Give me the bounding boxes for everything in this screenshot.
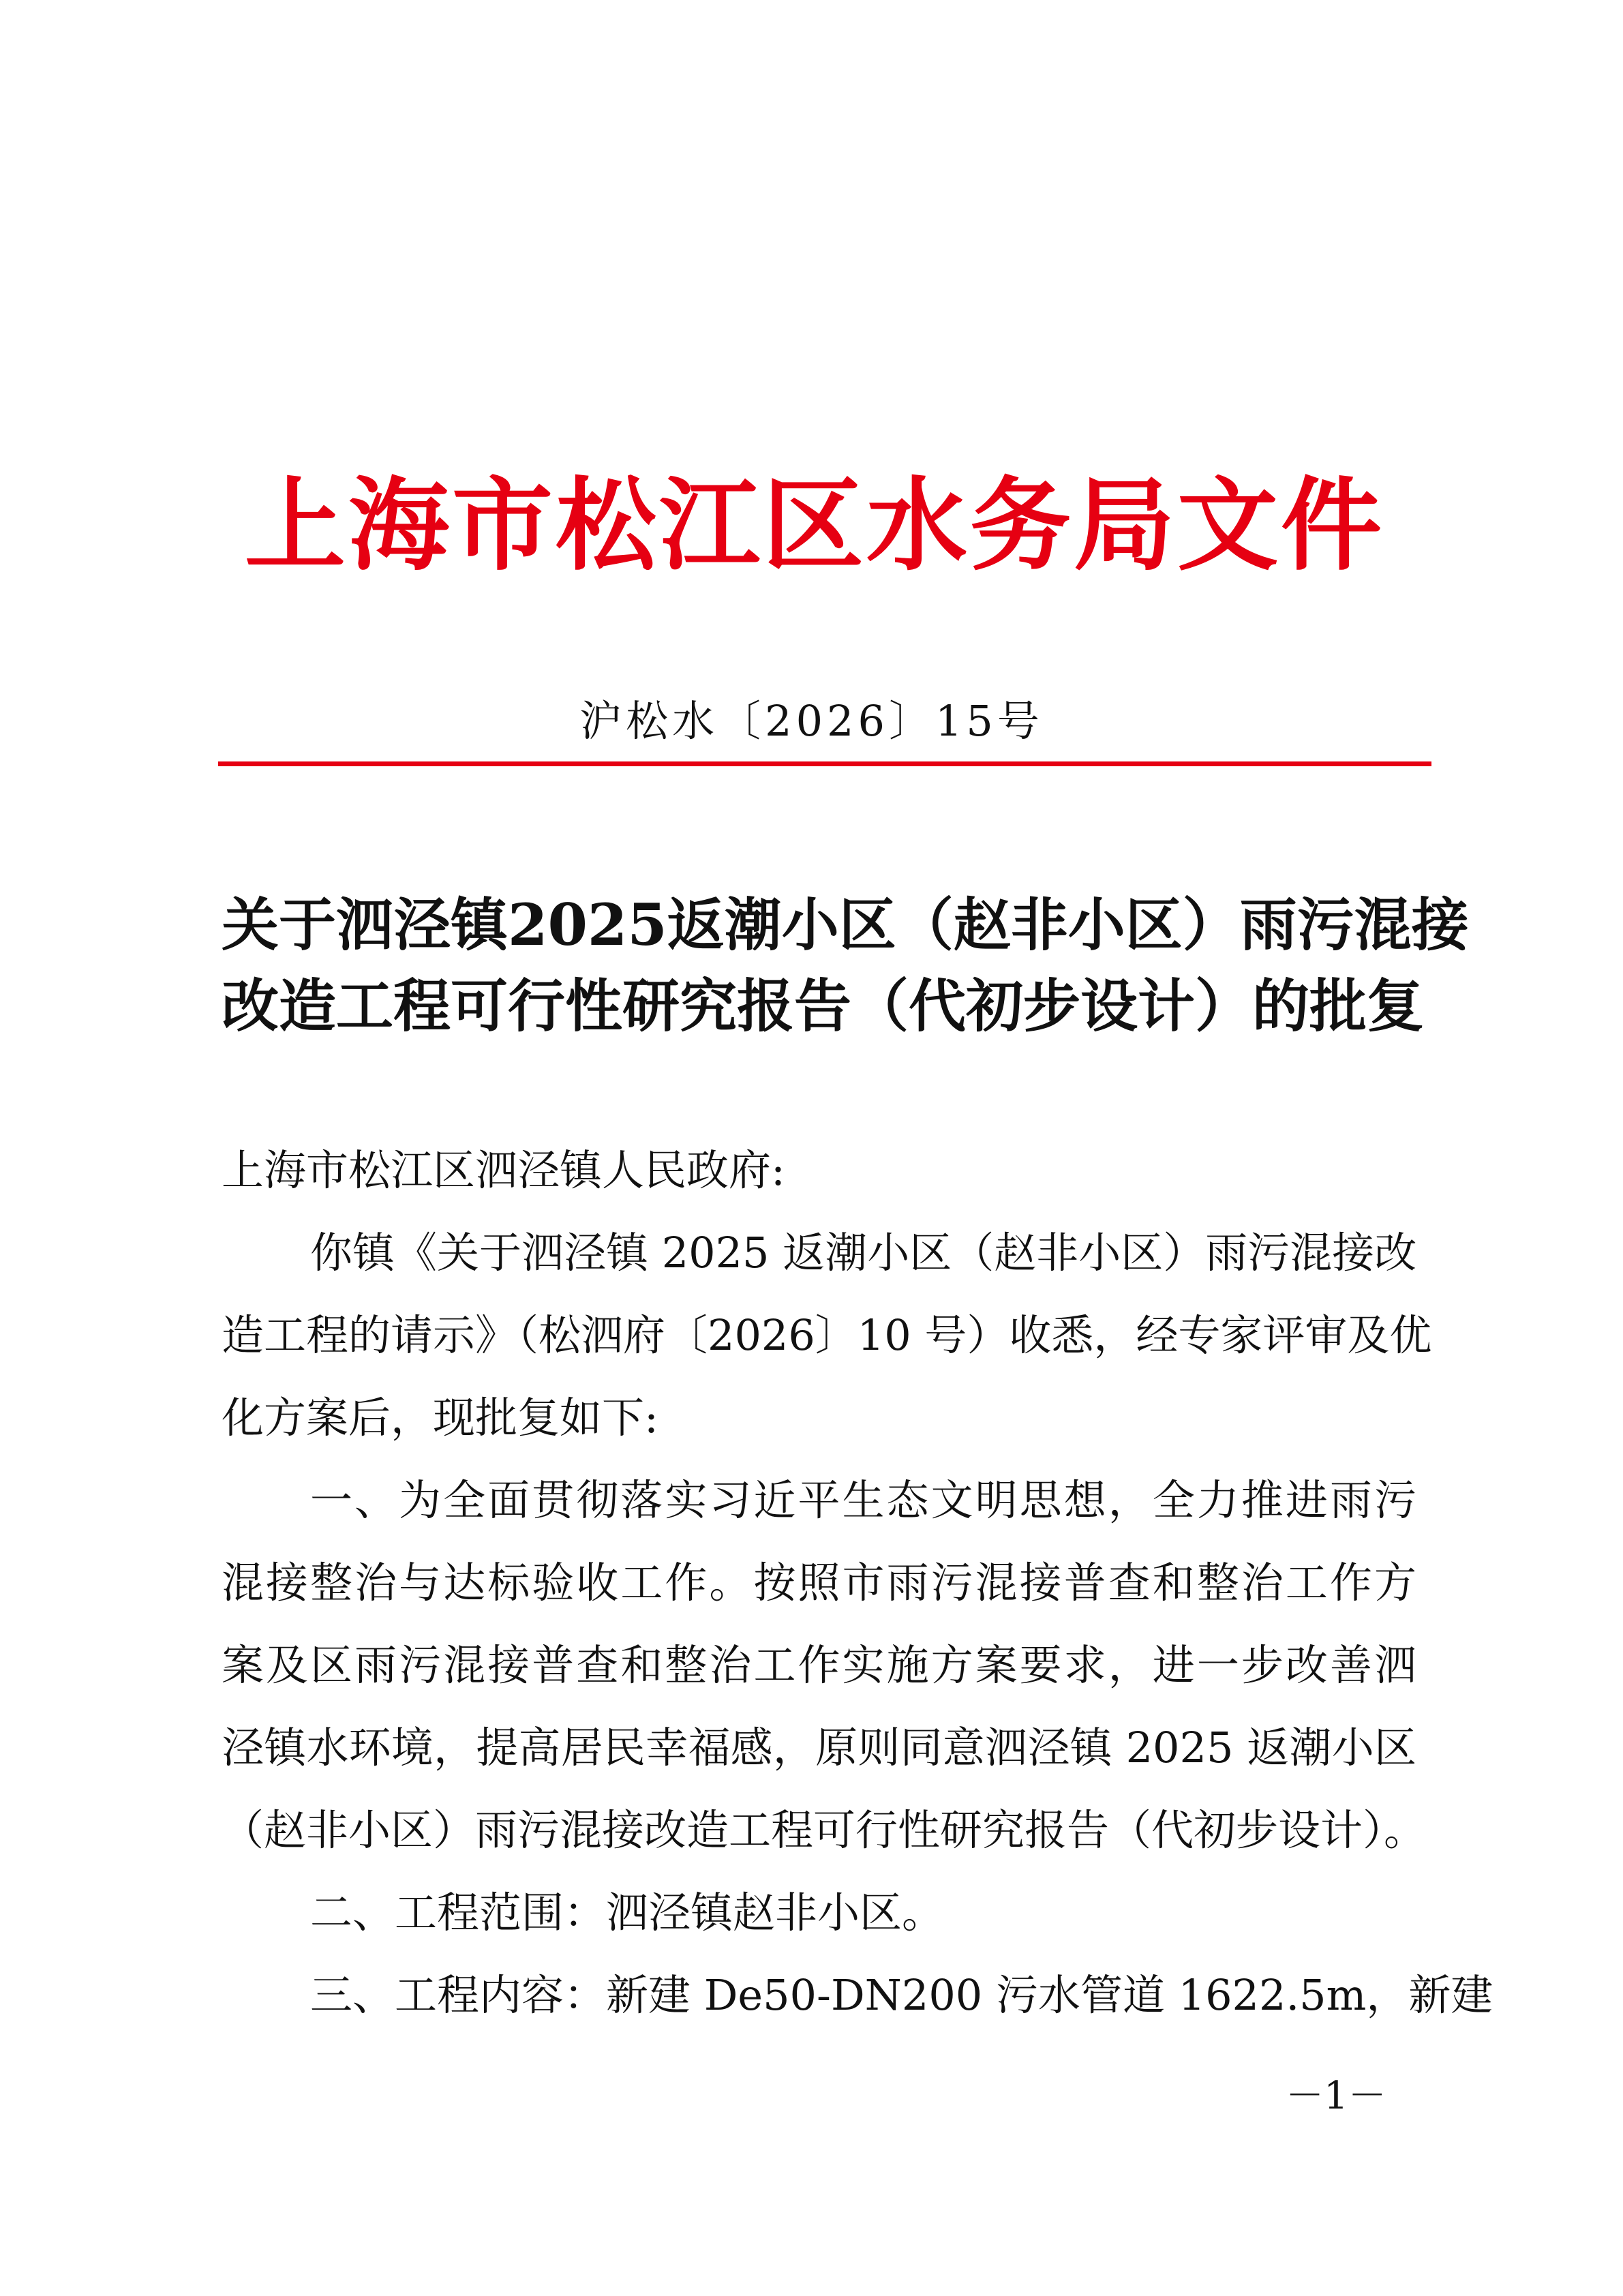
body-line: 造工程的请示》（松泗府〔2026〕10 号）收悉，经专家评审及优 <box>222 1310 1432 1360</box>
red-divider-line <box>218 761 1431 766</box>
document-title-line-2: 改造工程可行性研究报告（代初步设计）的批复 <box>222 972 1425 1040</box>
body-line: 二、工程范围：泗泾镇赵非小区。 <box>310 1888 945 1937</box>
body-line: 三、工程内容：新建 De50-DN200 污水管道 1622.5m，新建 <box>310 1970 1493 2020</box>
addressee: 上海市松江区泗泾镇人民政府: <box>222 1145 785 1195</box>
body-line: 一、为全面贯彻落实习近平生态文明思想，全力推进雨污 <box>310 1475 1416 1525</box>
document-title-line-1: 关于泗泾镇2025返潮小区（赵非小区）雨污混接 <box>222 891 1469 958</box>
issuer-header: 上海市松江区水务局文件 <box>245 466 1384 584</box>
body-line: 混接整治与达标验收工作。按照市雨污混接普查和整治工作方 <box>222 1558 1416 1607</box>
body-line: （赵非小区）雨污混接改造工程可行性研究报告（代初步设计）。 <box>222 1805 1427 1855</box>
body-line: 泾镇水环境，提高居民幸福感，原则同意泗泾镇 2025 返潮小区 <box>222 1723 1416 1772</box>
body-line: 化方案后，现批复如下: <box>222 1393 658 1442</box>
page-number: －1－ <box>1286 2074 1386 2118</box>
body-line: 你镇《关于泗泾镇 2025 返潮小区（赵非小区）雨污混接改 <box>310 1228 1417 1278</box>
document-number: 沪松水〔2026〕15号 <box>579 696 1044 746</box>
body-line: 案及区雨污混接普查和整治工作实施方案要求，进一步改善泗 <box>222 1640 1416 1690</box>
